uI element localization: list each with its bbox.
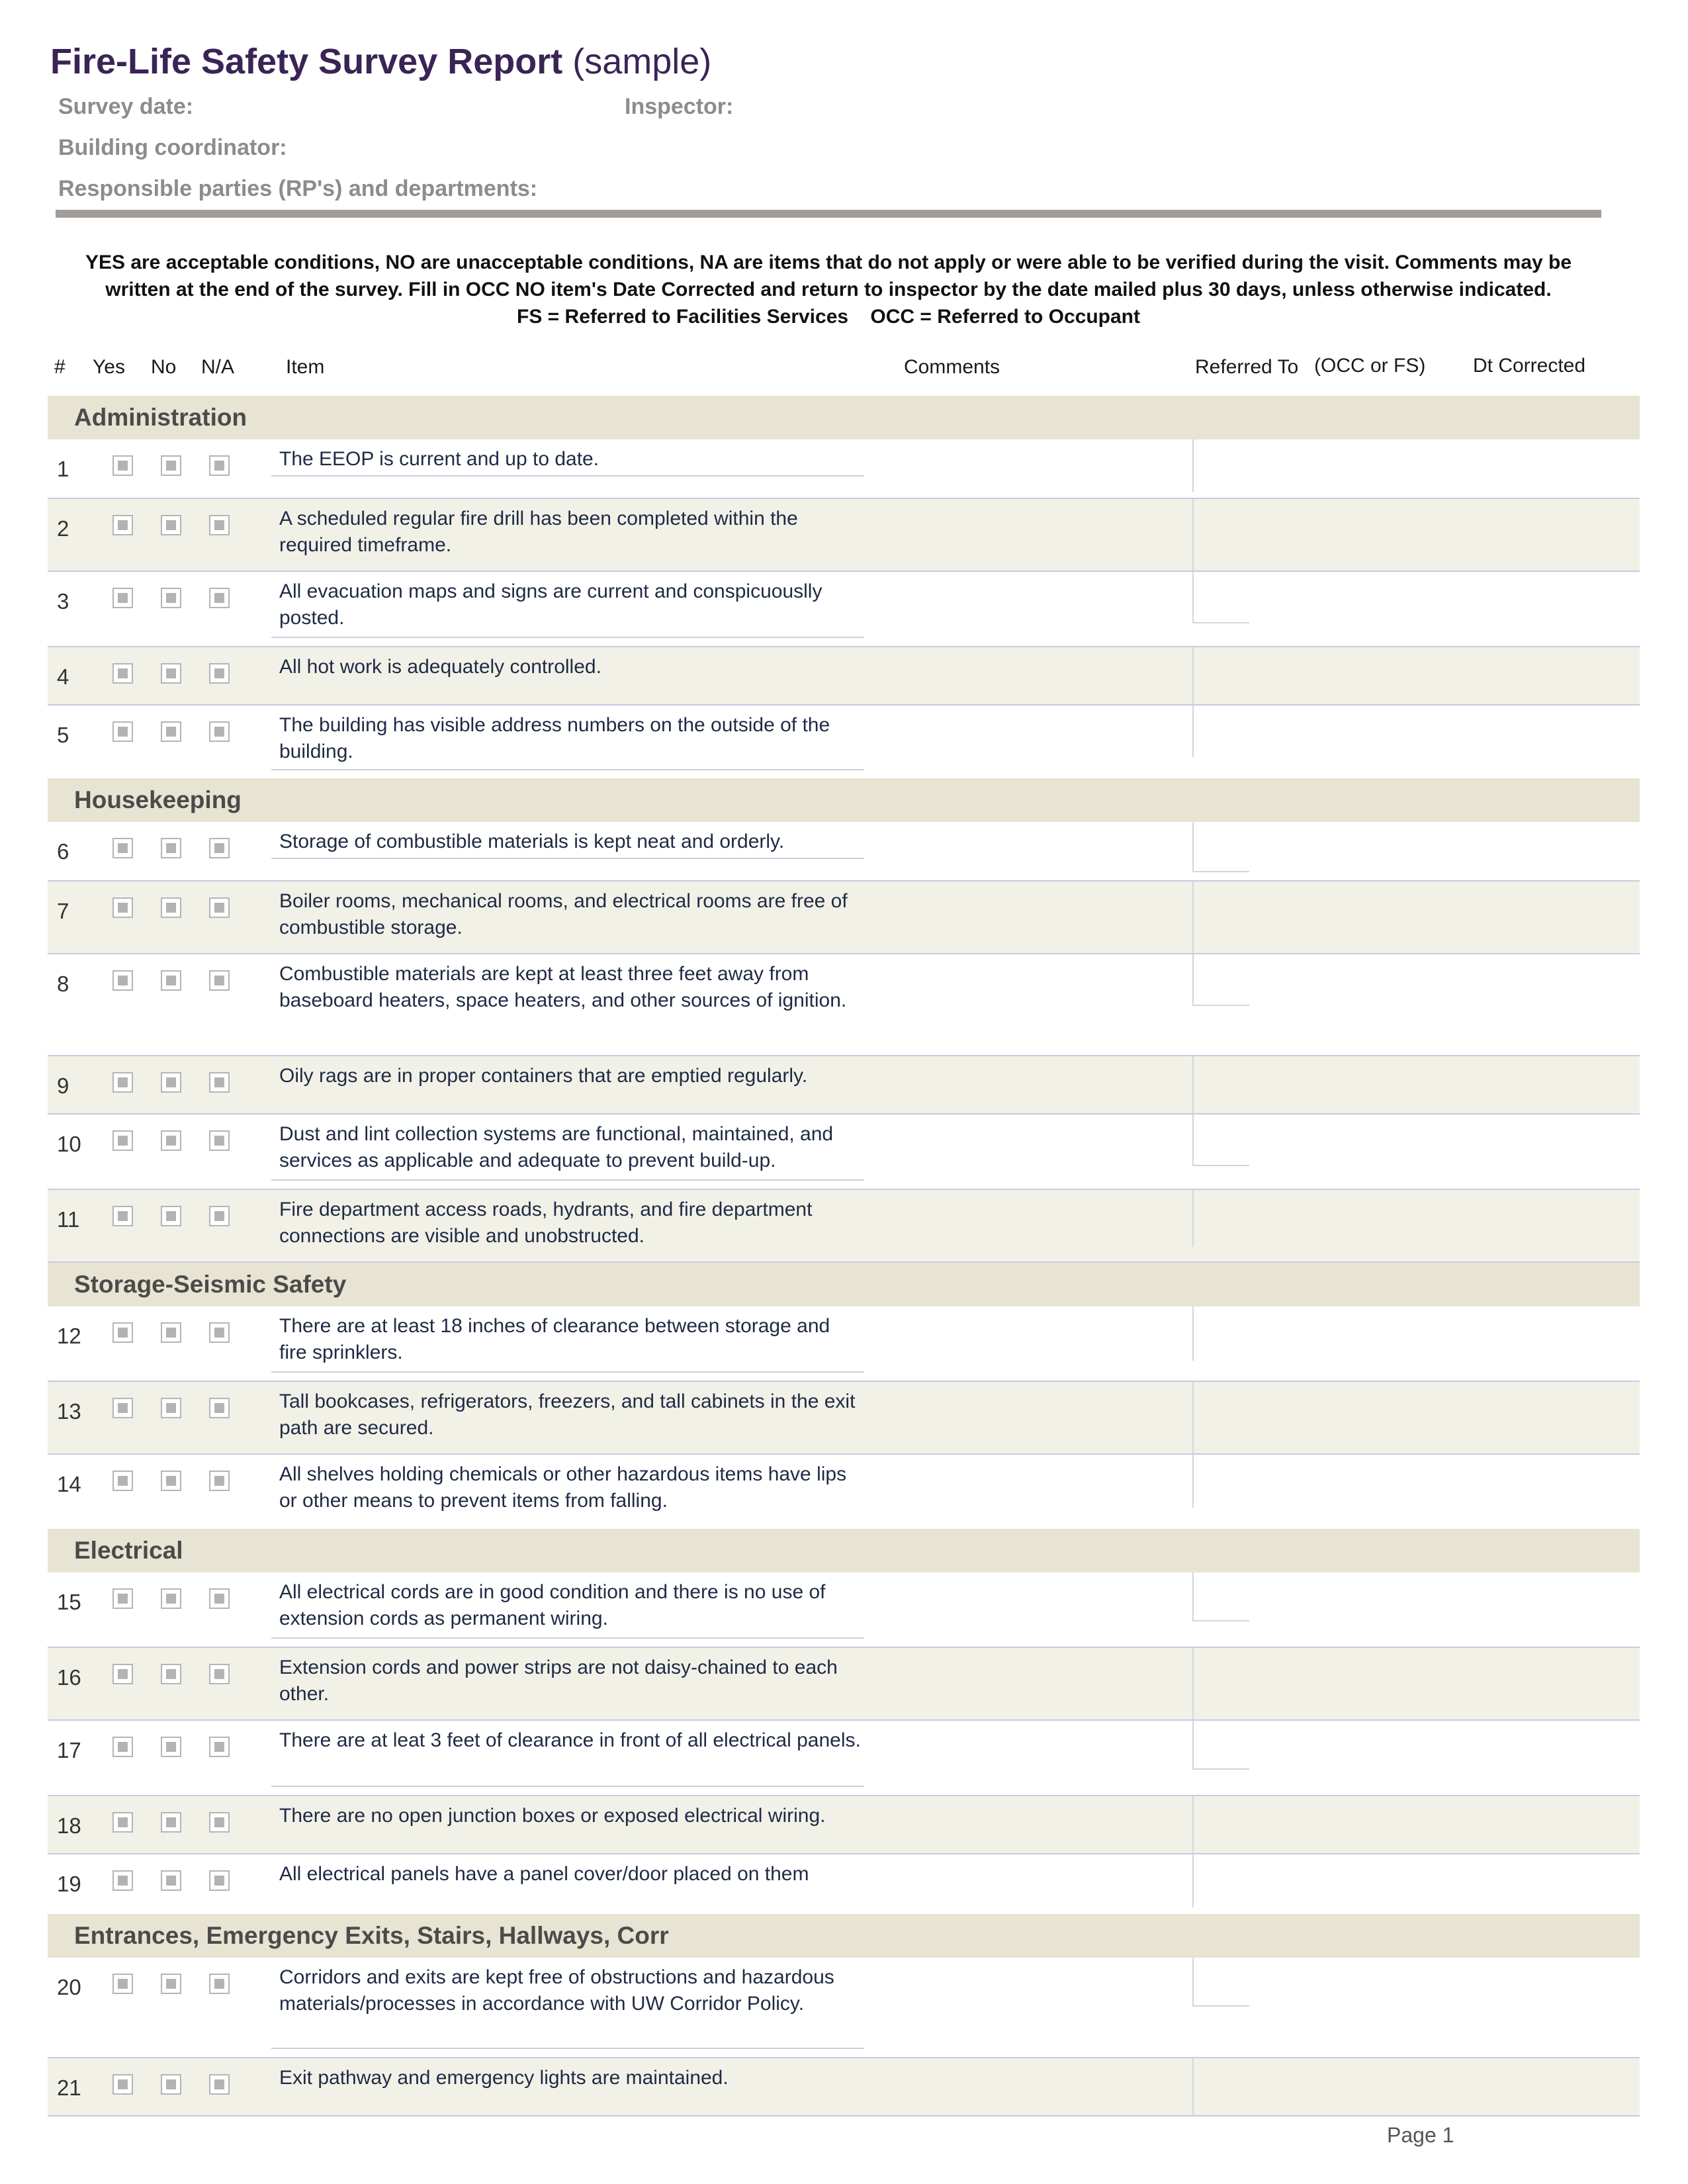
referred-to-field[interactable] — [1192, 439, 1194, 492]
item-number: 3 — [57, 589, 69, 614]
page-number: Page 1 — [1387, 2123, 1454, 2147]
na-checkbox[interactable] — [209, 1812, 230, 1833]
referred-to-underline — [1192, 1005, 1249, 1006]
instructions-line-2: written at the end of the survey. Fill in OCC NO item's Date Corrected and return to inspector by the date mailed plus 30 days, unless otherwise indicated. — [105, 279, 1552, 300]
item-number: 9 — [57, 1073, 69, 1098]
referred-to-field[interactable] — [1192, 1455, 1194, 1508]
table-row — [48, 822, 1640, 880]
no-checkbox[interactable] — [161, 721, 181, 742]
yes-checkbox[interactable] — [112, 1398, 133, 1418]
item-number: 13 — [57, 1399, 81, 1424]
yes-checkbox[interactable] — [112, 1471, 133, 1491]
building-coordinator-label: Building coordinator: — [58, 135, 287, 160]
na-checkbox[interactable] — [209, 1471, 230, 1491]
yes-checkbox[interactable] — [112, 1664, 133, 1684]
section-title: Storage-Seismic Safety — [74, 1271, 347, 1298]
yes-checkbox[interactable] — [112, 1870, 133, 1891]
referred-to-field[interactable] — [1192, 1958, 1194, 2005]
item-number: 12 — [57, 1324, 81, 1348]
no-checkbox[interactable] — [161, 1812, 181, 1833]
table-row — [48, 1572, 1640, 1647]
item-text: A scheduled regular fire drill has been completed within the required timeframe. — [279, 508, 798, 556]
item-text: All evacuation maps and signs are current and conspicuouslly posted. — [279, 580, 822, 629]
table-row — [48, 572, 1640, 646]
table-row — [48, 1721, 1640, 1795]
item-text: Extension cords and power strips are not daisy-chained to each other. — [279, 1657, 838, 1705]
item-text: Combustible materials are kept at least three feet away from baseboard heaters, space heaters, and other sources of ignition. — [279, 963, 847, 1011]
item-number: 1 — [57, 457, 69, 481]
na-checkbox[interactable] — [209, 1664, 230, 1684]
na-checkbox[interactable] — [209, 897, 230, 918]
item-text: Exit pathway and emergency lights are maintained. — [279, 2067, 729, 2089]
na-checkbox[interactable] — [209, 588, 230, 608]
table-row — [48, 1055, 1640, 1115]
referred-to-field[interactable] — [1192, 2058, 1194, 2115]
table-row — [48, 646, 1640, 705]
yes-checkbox[interactable] — [112, 970, 133, 991]
na-checkbox[interactable] — [209, 2074, 230, 2095]
column-header-no: No — [151, 356, 177, 378]
header-divider — [56, 210, 1601, 218]
item-underline — [271, 475, 864, 477]
table-row — [48, 1854, 1640, 1914]
item-text: The EEOP is current and up to date. — [279, 448, 600, 470]
referred-to-field[interactable] — [1192, 1056, 1194, 1113]
table-row — [48, 1189, 1640, 1263]
no-checkbox[interactable] — [161, 1737, 181, 1757]
referred-to-underline — [1192, 871, 1249, 872]
na-checkbox[interactable] — [209, 970, 230, 991]
item-text: All hot work is adequately controlled. — [279, 656, 601, 678]
no-checkbox[interactable] — [161, 838, 181, 858]
referred-to-field[interactable] — [1192, 499, 1194, 570]
na-checkbox[interactable] — [209, 838, 230, 858]
item-number: 2 — [57, 516, 69, 541]
no-checkbox[interactable] — [161, 663, 181, 684]
section-title: Administration — [74, 404, 247, 431]
yes-checkbox[interactable] — [112, 1588, 133, 1609]
item-text: All electrical panels have a panel cover/door placed on them — [279, 1863, 809, 1885]
no-checkbox[interactable] — [161, 1206, 181, 1226]
item-number: 17 — [57, 1738, 81, 1762]
column-header-na: N/A — [201, 356, 235, 378]
yes-checkbox[interactable] — [112, 1072, 133, 1093]
item-number: 11 — [57, 1207, 80, 1232]
na-checkbox[interactable] — [209, 1737, 230, 1757]
no-checkbox[interactable] — [161, 2074, 181, 2095]
na-checkbox[interactable] — [209, 1322, 230, 1343]
item-number: 7 — [57, 899, 69, 923]
yes-checkbox[interactable] — [112, 1206, 133, 1226]
na-checkbox[interactable] — [209, 455, 230, 476]
item-text: Tall bookcases, refrigerators, freezers, and tall cabinets in the exit path are secured. — [279, 1390, 856, 1439]
item-text: Corridors and exits are kept free of obstructions and hazardous materials/processes in accordance with UW Corridor Policy. — [279, 1966, 834, 2015]
responsible-parties-label: Responsible parties (RP's) and departments: — [58, 176, 538, 201]
section-storage-seismic-safety — [48, 1263, 1640, 1306]
item-number: 21 — [57, 2075, 81, 2100]
column-header-referred-to-note: (OCC or FS) — [1314, 355, 1426, 377]
item-number: 16 — [57, 1665, 81, 1690]
item-number: 6 — [57, 839, 69, 864]
na-checkbox[interactable] — [209, 1398, 230, 1418]
referred-to-field[interactable] — [1192, 882, 1194, 953]
section-entrances-exits — [48, 1914, 1640, 1958]
report-title-main: Fire-Life Safety Survey Report — [50, 42, 563, 81]
section-electrical — [48, 1529, 1640, 1572]
no-checkbox[interactable] — [161, 1664, 181, 1684]
item-text: There are at least 18 inches of clearance between storage and fire sprinklers. — [279, 1315, 830, 1363]
yes-checkbox[interactable] — [112, 1130, 133, 1151]
table-row — [48, 2057, 1640, 2116]
no-checkbox[interactable] — [161, 1974, 181, 1994]
no-checkbox[interactable] — [161, 1130, 181, 1151]
referred-to-field[interactable] — [1192, 1572, 1194, 1620]
yes-checkbox[interactable] — [112, 897, 133, 918]
inspector-label: Inspector: — [625, 94, 734, 119]
item-number: 19 — [57, 1872, 81, 1896]
instructions-line-3: FS = Referred to Facilities Services OCC = Referred to Occupant — [517, 306, 1140, 328]
column-header-num: # — [54, 356, 66, 378]
table-row — [48, 880, 1640, 954]
item-underline — [271, 1786, 864, 1787]
column-header-dt-corrected: Dt Corrected — [1473, 355, 1586, 377]
column-header-comments: Comments — [904, 356, 1000, 378]
column-header-yes: Yes — [93, 356, 125, 378]
na-checkbox[interactable] — [209, 721, 230, 742]
referred-to-field[interactable] — [1192, 705, 1194, 757]
item-text: Boiler rooms, mechanical rooms, and electrical rooms are free of combustible storage. — [279, 890, 848, 938]
na-checkbox[interactable] — [209, 1130, 230, 1151]
yes-checkbox[interactable] — [112, 1322, 133, 1343]
table-row — [48, 1381, 1640, 1455]
referred-to-underline — [1192, 622, 1249, 623]
item-number: 18 — [57, 1813, 81, 1838]
na-checkbox[interactable] — [209, 515, 230, 535]
table-row — [48, 1958, 1640, 2057]
section-administration — [48, 396, 1640, 439]
yes-checkbox[interactable] — [112, 1974, 133, 1994]
yes-checkbox[interactable] — [112, 721, 133, 742]
table-row — [48, 1795, 1640, 1854]
referred-to-field[interactable] — [1192, 572, 1194, 622]
table-row — [48, 954, 1640, 1055]
item-text: Fire department access roads, hydrants, and fire department connections are visible and unobstructed. — [279, 1199, 813, 1247]
referred-to-underline — [1192, 1620, 1249, 1621]
referred-to-field[interactable] — [1192, 954, 1194, 1005]
referred-to-field[interactable] — [1192, 822, 1194, 871]
referred-to-underline — [1192, 1768, 1249, 1770]
table-row — [48, 498, 1640, 572]
no-checkbox[interactable] — [161, 515, 181, 535]
item-text: The building has visible address numbers on the outside of the building. — [279, 714, 830, 762]
table-row — [48, 1455, 1640, 1529]
no-checkbox[interactable] — [161, 588, 181, 608]
column-header-referred-to: Referred To — [1195, 356, 1299, 378]
yes-checkbox[interactable] — [112, 1737, 133, 1757]
referred-to-field[interactable] — [1192, 1115, 1194, 1165]
item-text: Oily rags are in proper containers that are emptied regularly. — [279, 1065, 808, 1087]
table-row — [48, 705, 1640, 778]
item-text: There are at leat 3 feet of clearance in front of all electrical panels. — [279, 1729, 861, 1751]
referred-to-field[interactable] — [1192, 1721, 1194, 1768]
table-row — [48, 1306, 1640, 1381]
no-checkbox[interactable] — [161, 1398, 181, 1418]
no-checkbox[interactable] — [161, 1471, 181, 1491]
no-checkbox[interactable] — [161, 1588, 181, 1609]
na-checkbox[interactable] — [209, 663, 230, 684]
instructions — [56, 249, 1601, 330]
yes-checkbox[interactable] — [112, 515, 133, 535]
item-text: All electrical cords are in good condition and there is no use of extension cords as permanent wiring. — [279, 1581, 826, 1629]
item-underline — [271, 1637, 864, 1639]
referred-to-field[interactable] — [1192, 647, 1194, 704]
item-underline — [271, 2048, 864, 2049]
referred-to-field[interactable] — [1192, 1854, 1194, 1907]
column-header-item: Item — [286, 356, 325, 378]
referred-to-underline — [1192, 2005, 1249, 2007]
report-title-note: (sample) — [572, 42, 712, 81]
yes-checkbox[interactable] — [112, 2074, 133, 2095]
section-housekeeping — [48, 778, 1640, 822]
section-title: Entrances, Emergency Exits, Stairs, Hallways, Corr — [74, 1922, 669, 1949]
report-title — [50, 41, 711, 82]
item-underline — [271, 1371, 864, 1373]
referred-to-field[interactable] — [1192, 1190, 1194, 1247]
no-checkbox[interactable] — [161, 970, 181, 991]
no-checkbox[interactable] — [161, 1322, 181, 1343]
no-checkbox[interactable] — [161, 1870, 181, 1891]
na-checkbox[interactable] — [209, 1974, 230, 1994]
item-underline — [271, 769, 864, 770]
yes-checkbox[interactable] — [112, 1812, 133, 1833]
item-number: 4 — [57, 664, 69, 689]
yes-checkbox[interactable] — [112, 663, 133, 684]
na-checkbox[interactable] — [209, 1588, 230, 1609]
referred-to-field[interactable] — [1192, 1648, 1194, 1719]
yes-checkbox[interactable] — [112, 588, 133, 608]
item-number: 8 — [57, 972, 69, 996]
no-checkbox[interactable] — [161, 455, 181, 476]
item-underline — [271, 1179, 864, 1181]
item-text: All shelves holding chemicals or other hazardous items have lips or other means to prevent items from falling. — [279, 1463, 847, 1512]
item-underline — [271, 637, 864, 638]
table-row — [48, 1115, 1640, 1189]
item-text: Storage of combustible materials is kept neat and orderly. — [279, 831, 785, 852]
na-checkbox[interactable] — [209, 1072, 230, 1093]
yes-checkbox[interactable] — [112, 838, 133, 858]
referred-to-field[interactable] — [1192, 1796, 1194, 1853]
item-text: Dust and lint collection systems are functional, maintained, and services as applicable and adequate to prevent build-up. — [279, 1123, 834, 1171]
no-checkbox[interactable] — [161, 1072, 181, 1093]
yes-checkbox[interactable] — [112, 455, 133, 476]
instructions-line-1: YES are acceptable conditions, NO are unacceptable conditions, NA are items that do not apply or were able to be verified during the visit. Comments may be — [85, 251, 1572, 273]
section-title: Housekeeping — [74, 786, 242, 813]
table-row — [48, 1647, 1640, 1721]
item-number: 14 — [57, 1472, 81, 1496]
item-number: 20 — [57, 1975, 81, 1999]
referred-to-field[interactable] — [1192, 1306, 1194, 1361]
item-number: 5 — [57, 723, 69, 747]
na-checkbox[interactable] — [209, 1870, 230, 1891]
survey-date-label: Survey date: — [58, 94, 194, 119]
section-title: Electrical — [74, 1537, 183, 1564]
item-underline — [271, 858, 864, 859]
referred-to-field[interactable] — [1192, 1382, 1194, 1453]
table-row — [48, 439, 1640, 498]
item-number: 10 — [57, 1132, 81, 1156]
item-number: 15 — [57, 1590, 81, 1614]
referred-to-underline — [1192, 1165, 1249, 1166]
no-checkbox[interactable] — [161, 897, 181, 918]
item-text: There are no open junction boxes or exposed electrical wiring. — [279, 1805, 826, 1827]
na-checkbox[interactable] — [209, 1206, 230, 1226]
